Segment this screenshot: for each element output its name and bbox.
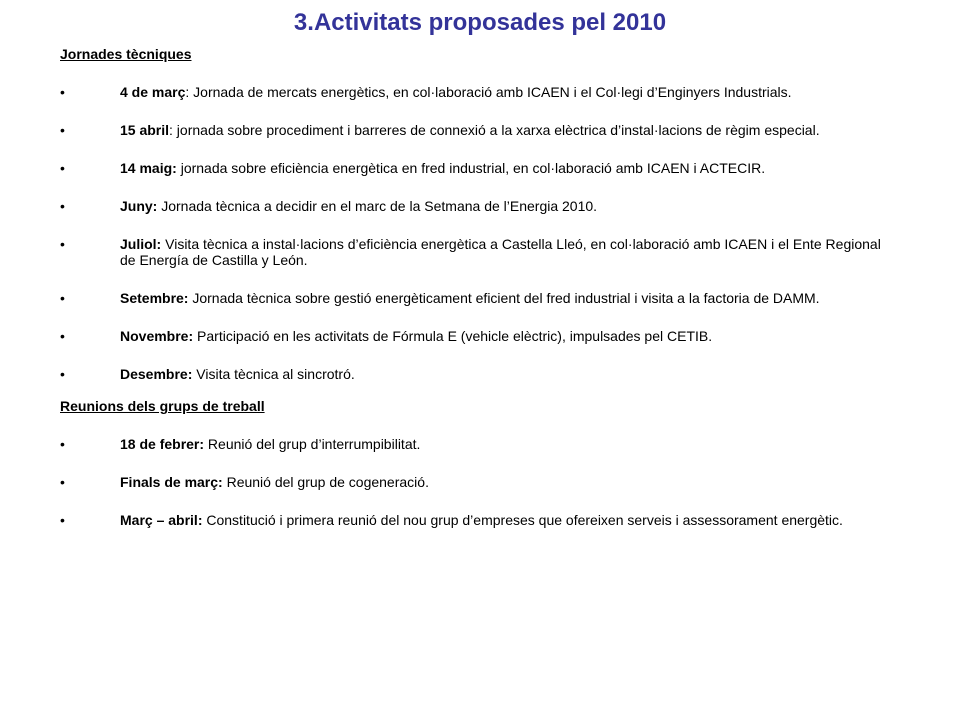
item-label: 15 abril bbox=[120, 122, 170, 138]
item-text: Reunió del grup d’interrumpibilitat. bbox=[204, 436, 421, 452]
bullet-icon: • bbox=[60, 122, 65, 138]
jornades-list bbox=[60, 84, 900, 382]
item-label: Novembre: bbox=[120, 328, 194, 344]
list-item bbox=[60, 474, 900, 490]
bullet-icon: • bbox=[60, 512, 65, 528]
item-text: Visita tècnica a instal·lacions d’eficiència energètica a Castella Lleó, en col·laboració amb ICAEN i el Ente Regional de Energía de Castilla y León. bbox=[120, 236, 881, 268]
bullet-icon: • bbox=[60, 290, 65, 306]
item-text: Visita tècnica al sincrotró. bbox=[192, 366, 355, 382]
slide-title: 3.Activitats proposades pel 2010 bbox=[293, 9, 667, 36]
item-label: 14 maig: bbox=[120, 160, 177, 176]
item-text: Jornada tècnica a decidir en el marc de la Setmana de l’Energia 2010. bbox=[157, 198, 598, 214]
list-item bbox=[60, 290, 900, 306]
bullet-icon: • bbox=[60, 366, 65, 382]
bullet-icon: • bbox=[60, 474, 65, 490]
item-label: Juny: bbox=[120, 198, 158, 214]
section-heading-jornades: Jornades tècniques bbox=[60, 46, 192, 62]
item-label: 18 de febrer: bbox=[120, 436, 205, 452]
bullet-icon: • bbox=[60, 160, 65, 176]
list-item bbox=[60, 84, 900, 100]
item-text: : jornada sobre procediment i barreres de connexió a la xarxa elèctrica d’instal·lacions de règim especial. bbox=[169, 122, 820, 138]
bullet-icon: • bbox=[60, 198, 65, 214]
bullet-icon: • bbox=[60, 236, 65, 252]
list-item bbox=[60, 122, 900, 138]
item-label: Març – abril: bbox=[120, 512, 203, 528]
section-heading-reunions: Reunions dels grups de treball bbox=[60, 398, 265, 414]
reunions-list bbox=[60, 436, 900, 528]
item-label: Desembre: bbox=[120, 366, 193, 382]
list-item bbox=[60, 328, 900, 344]
list-item bbox=[60, 236, 900, 268]
item-label: Finals de març: bbox=[120, 474, 223, 490]
item-label: Setembre: bbox=[120, 290, 189, 306]
item-label: 4 de març bbox=[120, 84, 186, 100]
item-text: Jornada tècnica sobre gestió energèticament eficient del fred industrial i visita a la factoria de DAMM. bbox=[188, 290, 820, 306]
list-item bbox=[60, 436, 900, 452]
item-text: Reunió del grup de cogeneració. bbox=[222, 474, 429, 490]
bullet-icon: • bbox=[60, 84, 65, 100]
item-label: Juliol: bbox=[120, 236, 162, 252]
list-item bbox=[60, 160, 900, 176]
list-item bbox=[60, 512, 900, 528]
item-text: Constitució i primera reunió del nou grup d’empreses que ofereixen serveis i assessorament energètic. bbox=[202, 512, 843, 528]
list-item bbox=[60, 198, 900, 214]
bullet-icon: • bbox=[60, 328, 65, 344]
slide-content bbox=[60, 46, 900, 528]
item-text: : Jornada de mercats energètics, en col·laboració amb ICAEN i el Col·legi d’Enginyers Industrials. bbox=[185, 84, 792, 100]
item-text: Participació en les activitats de Fórmula E (vehicle elèctric), impulsades pel CETIB. bbox=[193, 328, 713, 344]
bullet-icon: • bbox=[60, 436, 65, 452]
item-text: jornada sobre eficiència energètica en fred industrial, en col·laboració amb ICAEN i ACTECIR. bbox=[176, 160, 766, 176]
list-item bbox=[60, 366, 900, 382]
